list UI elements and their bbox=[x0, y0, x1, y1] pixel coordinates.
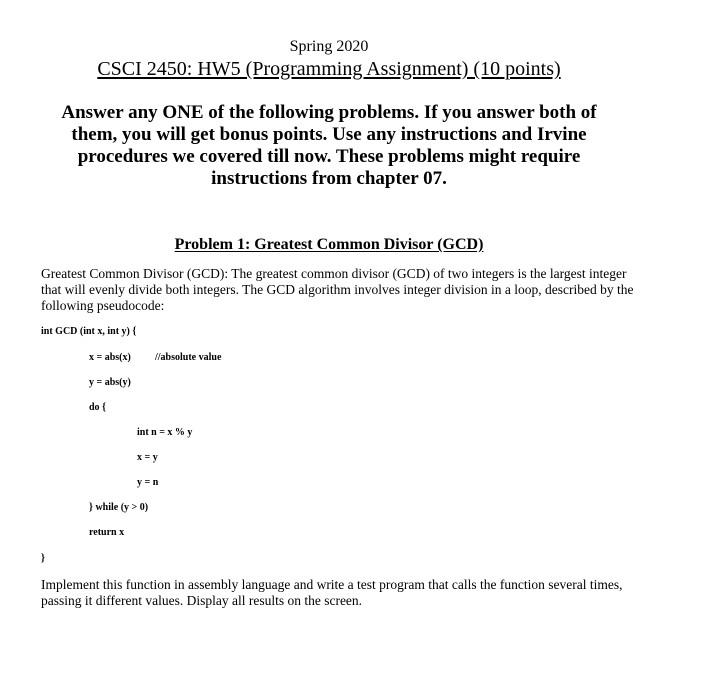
code-line-x-eq-y: x = y bbox=[137, 452, 158, 463]
code-line-abs-x: x = abs(x) bbox=[89, 352, 131, 363]
problem-description: Greatest Common Divisor (GCD): The greatest common divisor (GCD) of two integers is the largest integer that will evenly divide both integers. The GCD algorithm involves integer division in a loop, described by the following pseudocode: bbox=[41, 266, 634, 313]
code-signature: int GCD (int x, int y) { bbox=[41, 326, 137, 337]
code-line-return: return x bbox=[89, 527, 125, 538]
task-paragraph: Implement this function in assembly language and write a test program that calls the function several times, passing it different values. Display all results on the screen. bbox=[41, 577, 623, 608]
problem-title: Problem 1: Greatest Common Divisor (GCD) bbox=[174, 236, 484, 253]
code-line-abs-y: y = abs(y) bbox=[89, 377, 131, 388]
code-comment: //absolute value bbox=[155, 352, 222, 363]
code-closing-brace: } bbox=[41, 553, 45, 564]
code-line-y-eq-n: y = n bbox=[137, 477, 159, 488]
code-line-while: } while (y > 0) bbox=[89, 502, 149, 513]
instructions-paragraph: Answer any ONE of the following problems. If you answer both of them, you will get bonus points. Use any instructions and Irvine procedures we covered till now. These problems might require instructions from chapter 07. bbox=[61, 102, 597, 189]
code-line-mod: int n = x % y bbox=[137, 427, 193, 438]
semester-label: Spring 2020 bbox=[289, 38, 369, 55]
assignment-title: CSCI 2450: HW5 (Programming Assignment) (10 points) bbox=[97, 58, 561, 80]
code-line-do: do { bbox=[89, 402, 107, 413]
